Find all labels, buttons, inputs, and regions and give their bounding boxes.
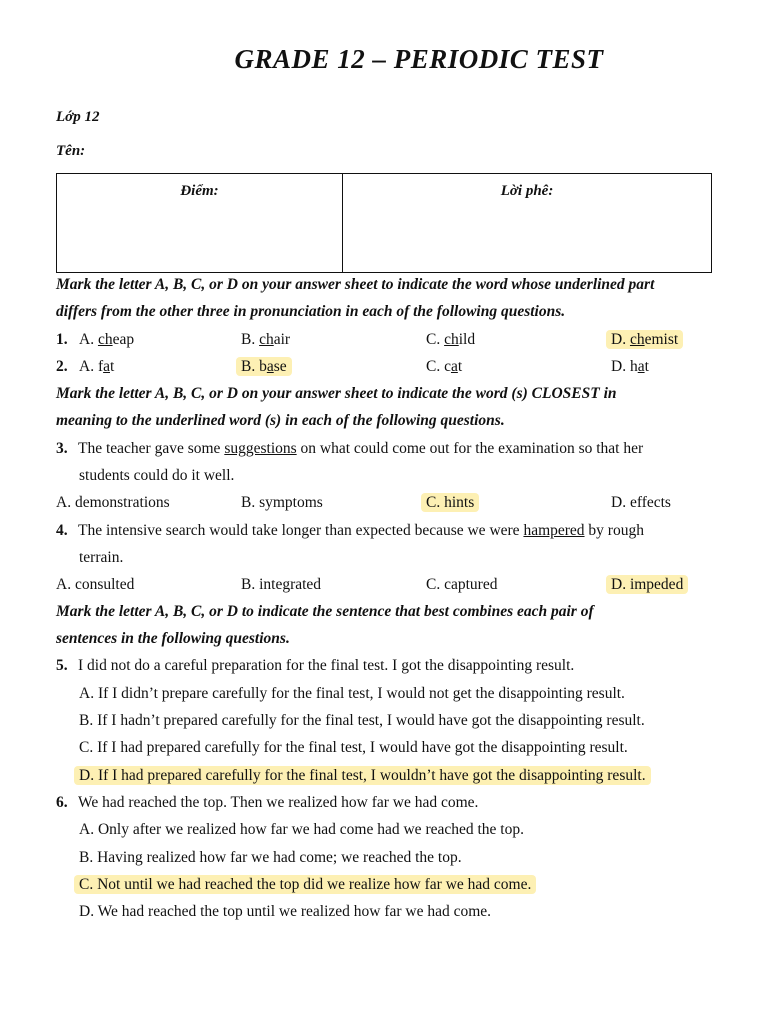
q5-option-d bbox=[79, 766, 651, 786]
q5-stem: 5. I did not do a careful preparation for the final test. I got the disappointing result. bbox=[56, 657, 575, 674]
page-title: GRADE 12 – PERIODIC TEST bbox=[234, 44, 604, 74]
highlighted-answer: C. Not until we had reached the top did we realize how far we had come. bbox=[74, 875, 536, 894]
instruction-closest-line2: meaning to the underlined word (s) in each of the following questions. bbox=[56, 412, 505, 429]
q1-option-c: C. child bbox=[426, 331, 476, 348]
highlighted-answer: D. impeded bbox=[606, 575, 688, 594]
instruction-combine-line2: sentences in the following questions. bbox=[56, 630, 290, 647]
question-number: 2. bbox=[56, 358, 68, 375]
question-number: 1. bbox=[56, 331, 68, 348]
q2-option-c: C. cat bbox=[426, 358, 463, 375]
q2-option-d: D. hat bbox=[611, 358, 649, 375]
score-comment-table bbox=[56, 173, 712, 273]
q1-option-a: A. cheap bbox=[79, 331, 135, 348]
q3-stem-line1: 3. The teacher gave some suggestions on what could come out for the examination so that her bbox=[56, 440, 644, 457]
q6-stem: 6. We had reached the top. Then we realized how far we had come. bbox=[56, 794, 479, 811]
comment-label: Lời phê: bbox=[500, 183, 554, 199]
instruction-closest-line1: Mark the letter A, B, C, or D on your answer sheet to indicate the word (s) CLOSEST in bbox=[56, 385, 617, 402]
q4-option-a: A. consulted bbox=[56, 576, 135, 593]
score-cell bbox=[57, 174, 343, 272]
q3-option-a: A. demonstrations bbox=[56, 494, 170, 511]
highlighted-answer: C. hints bbox=[421, 493, 479, 512]
q5-option-a: A. If I didn’t prepare carefully for the final test, I would not get the disappointing result. bbox=[79, 685, 625, 702]
score-label: Điểm: bbox=[180, 183, 219, 199]
class-label: Lớp 12 bbox=[56, 109, 100, 125]
q1-option-d bbox=[611, 330, 683, 350]
q3-option-d: D. effects bbox=[611, 494, 671, 511]
q3-stem-line2: students could do it well. bbox=[79, 467, 235, 484]
q4-option-c: C. captured bbox=[426, 576, 498, 593]
q4-stem-line1: 4. The intensive search would take longer than expected because we were hampered by rough bbox=[56, 522, 644, 539]
q6-option-a: A. Only after we realized how far we had come had we reached the top. bbox=[79, 821, 524, 838]
instruction-combine-line1: Mark the letter A, B, C, or D to indicate the sentence that best combines each pair of bbox=[56, 603, 594, 620]
q2-option-a: A. fat bbox=[79, 358, 115, 375]
comment-cell bbox=[343, 174, 711, 272]
instruction-pronunciation-line1: Mark the letter A, B, C, or D on your answer sheet to indicate the word whose underlined part bbox=[56, 276, 655, 293]
q4-stem-line2: terrain. bbox=[79, 549, 124, 566]
q6-option-d: D. We had reached the top until we realized how far we had come. bbox=[79, 903, 492, 920]
highlighted-answer: D. chemist bbox=[606, 330, 683, 349]
name-label: Tên: bbox=[56, 143, 86, 159]
highlighted-answer: D. If I had prepared carefully for the final test, I wouldn’t have got the disappointing result. bbox=[74, 766, 651, 785]
q1-option-b: B. chair bbox=[241, 331, 291, 348]
q4-option-d bbox=[611, 575, 688, 595]
q2-option-b bbox=[241, 357, 292, 377]
instruction-pronunciation-line2: differs from the other three in pronunciation in each of the following questions. bbox=[56, 303, 566, 320]
q4-option-b: B. integrated bbox=[241, 576, 322, 593]
q6-option-c bbox=[79, 875, 536, 895]
highlighted-answer: B. base bbox=[236, 357, 292, 376]
q3-option-b: B. symptoms bbox=[241, 494, 323, 511]
q5-option-b: B. If I hadn’t prepared carefully for the final test, I would have got the disappointing result. bbox=[79, 712, 645, 729]
q5-option-c: C. If I had prepared carefully for the final test, I would have got the disappointing result. bbox=[79, 739, 628, 756]
q6-option-b: B. Having realized how far we had come; we reached the top. bbox=[79, 849, 462, 866]
q3-option-c bbox=[426, 493, 479, 513]
